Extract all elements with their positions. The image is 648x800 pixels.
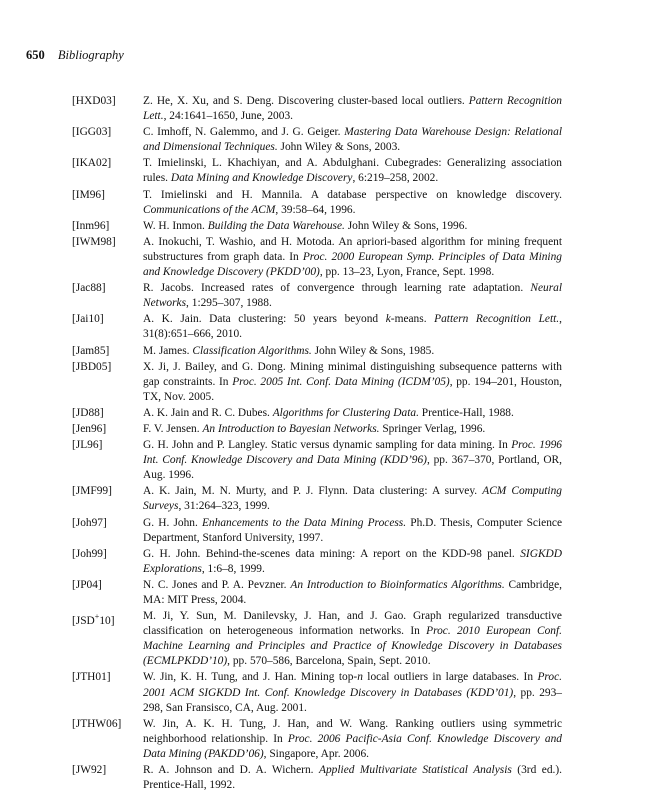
reference-segment: , 1:6–8, 1999. (201, 562, 265, 575)
reference-text (143, 578, 562, 608)
reference-entry (72, 156, 562, 186)
reference-segment: (3rd ed.). Prentice-Hall, 1992. (143, 764, 563, 792)
reference-segment: G. H. John. (143, 516, 202, 529)
reference-text (143, 406, 562, 421)
reference-segment: W. Jin, K. H. Tung, and J. Han. Mining top- (143, 671, 358, 684)
reference-segment: Ph.D. Thesis, Computer Science Department, Stanford University, 1997. (143, 516, 562, 544)
reference-segment: M. Ji, Y. Sun, M. Danilevsky, J. Han, and J. Gao. Graph regularized transductive classification on heterogeneous information networks. In (143, 610, 562, 638)
reference-entry (72, 547, 562, 577)
reference-text (143, 360, 562, 405)
reference-segment: Prentice-Hall, 1988. (418, 406, 514, 419)
reference-entry (72, 125, 562, 155)
reference-text (143, 188, 562, 218)
reference-key: [HXD03] (72, 95, 116, 107)
reference-key: [Inm96] (72, 219, 110, 232)
reference-key: [Joh97] (72, 516, 107, 529)
reference-italic-segment: Mastering Data Warehouse Design: Relational and Dimensional Techniques. (143, 126, 562, 154)
reference-text (143, 344, 562, 359)
reference-segment: W. Jin, A. K. H. Tung, J. Han, and W. Wang. Ranking outliers using symmetric neighborhood relationship. In (143, 717, 562, 745)
reference-italic-segment: n (357, 671, 363, 684)
reference-italic-segment: Proc. 2000 European Symp. Principles of Data Mining and Knowledge Discovery (PKDD’00) (143, 250, 562, 279)
reference-entry (72, 94, 562, 124)
reference-italic-segment: Proc. 2010 European Conf. Machine Learning and Principles and Practice of Knowledge Discovery in Databases (ECMLPKDD’10) (143, 625, 562, 668)
reference-text (143, 235, 562, 280)
reference-italic-segment: Neural Networks (143, 282, 562, 310)
reference-entry (72, 438, 562, 483)
reference-italic-segment: Applied Multivariate Statistical Analysis (319, 764, 512, 777)
reference-key: [JL96] (72, 439, 103, 452)
reference-segment: G. H. John and P. Langley. Static versus dynamic sampling for data mining. In (143, 439, 512, 452)
reference-entry (72, 188, 562, 218)
reference-segment: A. K. Jain, M. N. Murty, and P. J. Flynn. Data clustering: A survey. (143, 485, 483, 498)
reference-italic-segment: Pattern Recognition Lett. (143, 95, 563, 123)
reference-italic-segment: Proc. 2001 ACM SIGKDD Int. Conf. Knowledge Discovery in Databases (KDD’01) (143, 671, 563, 699)
reference-segment: T. Imielinski and H. Mannila. A database perspective on knowledge discovery. (143, 188, 562, 201)
reference-text (143, 125, 562, 155)
reference-italic-segment: Enhancements to the Data Mining Process. (201, 516, 407, 529)
reference-text (143, 763, 562, 793)
reference-italic-segment: k (385, 313, 391, 326)
reference-entry (72, 763, 562, 793)
reference-key: [IWM98] (72, 235, 116, 248)
reference-key: [JBD05] (72, 360, 112, 373)
reference-segment: T. Imielinski, L. Khachiyan, and A. Abdulghani. Cubegrades: Generalizing association rules. (143, 157, 562, 185)
reference-key: [JTHW06] (72, 717, 122, 730)
reference-italic-segment: Proc. 2006 Pacific-Asia Conf. Knowledge Discovery and Data Mining (PAKDD’06) (143, 732, 562, 760)
reference-key: [IM96] (72, 188, 105, 201)
reference-segment: , 31:264–323, 1999. (178, 500, 270, 513)
reference-key: [JP04] (72, 578, 102, 591)
reference-segment: F. V. Jensen. (143, 422, 203, 435)
reference-key: [Jam85] (72, 344, 110, 357)
reference-key: [Jen96] (72, 422, 107, 435)
reference-entry (72, 219, 562, 234)
reference-key: [Jai10] (72, 313, 104, 326)
reference-segment: C. Imhoff, N. Galemmo, and J. G. Geiger. (143, 126, 345, 139)
reference-text (143, 516, 562, 546)
reference-italic-segment: Building the Data Warehouse. (207, 219, 345, 232)
reference-entry (72, 484, 562, 514)
reference-text (143, 547, 562, 577)
reference-segment: Z. He, X. Xu, and S. Deng. Discovering cluster-based local outliers. (143, 95, 469, 107)
reference-segment: , pp. 194–201, Houston, TX, Nov. 2005. (143, 375, 563, 403)
reference-text (143, 281, 562, 311)
reference-segment: , pp. 570–586, Barcelona, Spain, Sept. 2010. (227, 655, 431, 668)
reference-entry (72, 344, 562, 359)
reference-segment: local outliers in large databases. In (362, 671, 538, 684)
reference-text (143, 156, 562, 186)
reference-segment: A. K. Jain and R. C. Dubes. (143, 406, 273, 419)
reference-segment: X. Ji, J. Bailey, and G. Dong. Mining minimal distinguishing subsequence patterns with gap constraints. In (143, 360, 562, 388)
reference-segment: John Wiley & Sons, 1985. (311, 344, 435, 357)
reference-italic-segment: SIGKDD Explorations (143, 547, 562, 575)
reference-key: [IGG03] (72, 126, 112, 139)
reference-segment: R. Jacobs. Increased rates of convergence through learning rate adaptation. (143, 282, 531, 295)
reference-italic-segment: Algorithms for Clustering Data. (272, 406, 419, 419)
reference-segment: John Wiley & Sons, 1996. (344, 219, 468, 232)
reference-text (143, 609, 562, 669)
reference-text (143, 422, 562, 437)
reference-key: [Jac88] (72, 282, 106, 295)
reference-entry (72, 312, 562, 342)
reference-segment: , pp. 13–23, Lyon, France, Sept. 1998. (319, 266, 495, 279)
reference-segment: , 39:58–64, 1996. (275, 203, 356, 216)
reference-key: [JW92] (72, 764, 107, 777)
reference-italic-segment: Communications of the ACM (143, 203, 276, 216)
reference-italic-segment: Proc. 2005 Int. Conf. Data Mining (ICDM’05) (232, 375, 450, 388)
page-number: 650 (26, 48, 45, 62)
reference-entry (72, 406, 562, 421)
reference-segment: , 6:219–258, 2002. (352, 172, 439, 185)
reference-key: [JSD+10] (72, 612, 115, 627)
reference-italic-segment: ACM Computing Surveys (143, 485, 562, 513)
reference-text (143, 717, 562, 762)
reference-italic-segment: Classification Algorithms. (192, 344, 312, 357)
reference-entry (72, 670, 562, 715)
reference-text (143, 94, 562, 124)
reference-segment: W. H. Inmon. (143, 219, 208, 232)
reference-key: [JD88] (72, 406, 104, 419)
reference-segment: , 1:295–307, 1988. (186, 297, 272, 310)
reference-entry (72, 516, 562, 546)
reference-italic-segment: Pattern Recognition Lett. (434, 313, 560, 326)
reference-text (143, 484, 562, 514)
reference-key: [IKA02] (72, 157, 112, 170)
reference-key: [JMF99] (72, 485, 112, 498)
reference-segment: , pp. 367–370, Portland, OR, Aug. 1996. (143, 454, 562, 482)
reference-segment: John Wiley & Sons, 2003. (277, 141, 401, 154)
reference-segment: A. Inokuchi, T. Washio, and H. Motoda. An apriori-based algorithm for mining frequent substructures from graph data. In (143, 235, 562, 263)
reference-segment: -means. (390, 313, 435, 326)
reference-italic-segment: An Introduction to Bioinformatics Algorithms. (290, 578, 505, 591)
reference-entry (72, 281, 562, 311)
reference-text (143, 438, 562, 483)
reference-entry (72, 609, 562, 669)
reference-segment: M. James. (143, 344, 193, 357)
reference-italic-segment: Data Mining and Knowledge Discovery (170, 172, 353, 185)
reference-segment: A. K. Jain. Data clustering: 50 years beyond (143, 313, 386, 326)
reference-segment: Cambridge, MA: MIT Press, 2004. (143, 578, 562, 606)
reference-italic-segment: An Introduction to Bayesian Networks. (202, 422, 380, 435)
reference-list (72, 94, 562, 794)
reference-segment: , pp. 293–298, San Fransisco, CA, Aug. 2001. (143, 686, 563, 714)
reference-text (143, 670, 562, 715)
reference-segment: G. H. John. Behind-the-scenes data mining: A report on the KDD-98 panel. (143, 547, 521, 560)
reference-entry (72, 717, 562, 762)
reference-entry (72, 422, 562, 437)
reference-segment: Springer Verlag, 1996. (379, 422, 486, 435)
reference-segment: , Singapore, Apr. 2006. (263, 747, 370, 760)
reference-key: [JTH01] (72, 671, 111, 684)
reference-entry (72, 235, 562, 280)
section-title: Bibliography (57, 48, 124, 62)
reference-text (143, 219, 562, 234)
reference-segment: , 31(8):651–666, 2010. (143, 313, 562, 341)
reference-italic-segment: Proc. 1996 Int. Conf. Knowledge Discovery and Data Mining (KDD’96) (143, 439, 562, 467)
reference-entry (72, 360, 562, 405)
reference-text (143, 312, 562, 342)
reference-segment: , 24:1641–1650, June, 2003. (163, 110, 293, 123)
reference-entry (72, 578, 562, 608)
reference-key: [Joh99] (72, 547, 107, 560)
reference-segment: N. C. Jones and P. A. Pevzner. (143, 578, 291, 591)
running-head (26, 47, 124, 63)
reference-segment: R. A. Johnson and D. A. Wichern. (143, 764, 320, 777)
